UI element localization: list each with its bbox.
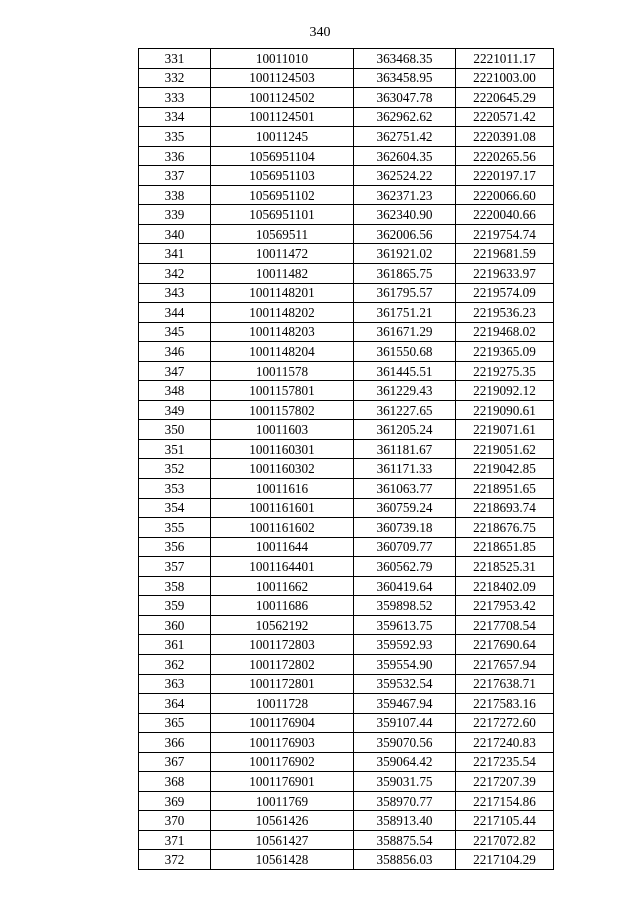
x-coordinate-cell: 359898.52 [354, 596, 456, 616]
point-id-cell: 1056951103 [211, 166, 354, 186]
x-coordinate-cell: 362371.23 [354, 185, 456, 205]
row-index-cell: 331 [139, 49, 211, 69]
x-coordinate-cell: 359064.42 [354, 752, 456, 772]
x-coordinate-cell: 358970.77 [354, 791, 456, 811]
x-coordinate-cell: 363458.95 [354, 68, 456, 88]
point-id-cell: 1001176903 [211, 733, 354, 753]
row-index-cell: 347 [139, 361, 211, 381]
y-coordinate-cell: 2217583.16 [456, 694, 554, 714]
y-coordinate-cell: 2218693.74 [456, 498, 554, 518]
y-coordinate-cell: 2219092.12 [456, 381, 554, 401]
point-id-cell: 1001172801 [211, 674, 354, 694]
x-coordinate-cell: 359070.56 [354, 733, 456, 753]
row-index-cell: 343 [139, 283, 211, 303]
table-row [139, 791, 554, 811]
point-id-cell: 1056951104 [211, 146, 354, 166]
y-coordinate-cell: 2220645.29 [456, 88, 554, 108]
x-coordinate-cell: 361550.68 [354, 342, 456, 362]
y-coordinate-cell: 2217953.42 [456, 596, 554, 616]
row-index-cell: 372 [139, 850, 211, 870]
x-coordinate-cell: 361751.21 [354, 303, 456, 323]
row-index-cell: 356 [139, 537, 211, 557]
row-index-cell: 350 [139, 420, 211, 440]
page-number: 340 [309, 25, 331, 40]
row-index-cell: 332 [139, 68, 211, 88]
point-id-cell: 10011616 [211, 479, 354, 499]
row-index-cell: 363 [139, 674, 211, 694]
point-id-cell: 1001161602 [211, 518, 354, 538]
point-id-cell: 10562192 [211, 615, 354, 635]
table-row [139, 557, 554, 577]
x-coordinate-cell: 360709.77 [354, 537, 456, 557]
y-coordinate-cell: 2217638.71 [456, 674, 554, 694]
table-row [139, 49, 554, 69]
x-coordinate-cell: 361171.33 [354, 459, 456, 479]
y-coordinate-cell: 2219042.85 [456, 459, 554, 479]
y-coordinate-cell: 2219681.59 [456, 244, 554, 264]
y-coordinate-cell: 2217104.29 [456, 850, 554, 870]
y-coordinate-cell: 2219275.35 [456, 361, 554, 381]
point-id-cell: 1001148203 [211, 322, 354, 342]
point-id-cell: 1001157801 [211, 381, 354, 401]
table-row [139, 439, 554, 459]
point-id-cell: 1001164401 [211, 557, 354, 577]
point-id-cell: 10011578 [211, 361, 354, 381]
x-coordinate-cell: 359107.44 [354, 713, 456, 733]
point-id-cell: 10561428 [211, 850, 354, 870]
table-row [139, 381, 554, 401]
y-coordinate-cell: 2217240.83 [456, 733, 554, 753]
x-coordinate-cell: 362604.35 [354, 146, 456, 166]
x-coordinate-cell: 360562.79 [354, 557, 456, 577]
point-id-cell: 10011686 [211, 596, 354, 616]
row-index-cell: 337 [139, 166, 211, 186]
y-coordinate-cell: 2219574.09 [456, 283, 554, 303]
x-coordinate-cell: 361205.24 [354, 420, 456, 440]
point-id-cell: 10011603 [211, 420, 354, 440]
row-index-cell: 351 [139, 439, 211, 459]
point-id-cell: 10011010 [211, 49, 354, 69]
x-coordinate-cell: 363468.35 [354, 49, 456, 69]
table-row [139, 811, 554, 831]
table-row [139, 615, 554, 635]
row-index-cell: 366 [139, 733, 211, 753]
table-row [139, 654, 554, 674]
row-index-cell: 369 [139, 791, 211, 811]
y-coordinate-cell: 2218951.65 [456, 479, 554, 499]
table-row [139, 830, 554, 850]
table-row [139, 576, 554, 596]
table-row [139, 752, 554, 772]
x-coordinate-cell: 362751.42 [354, 127, 456, 147]
x-coordinate-cell: 361063.77 [354, 479, 456, 499]
y-coordinate-cell: 2217235.54 [456, 752, 554, 772]
y-coordinate-cell: 2219468.02 [456, 322, 554, 342]
point-id-cell: 1001157802 [211, 400, 354, 420]
point-id-cell: 1001124503 [211, 68, 354, 88]
table-row [139, 713, 554, 733]
table-row [139, 166, 554, 186]
table-row [139, 88, 554, 108]
table-row [139, 342, 554, 362]
point-id-cell: 1001160301 [211, 439, 354, 459]
point-id-cell: 1001160302 [211, 459, 354, 479]
x-coordinate-cell: 361227.65 [354, 400, 456, 420]
x-coordinate-cell: 359467.94 [354, 694, 456, 714]
x-coordinate-cell: 362340.90 [354, 205, 456, 225]
table-row [139, 185, 554, 205]
x-coordinate-cell: 359031.75 [354, 772, 456, 792]
point-id-cell: 10569511 [211, 224, 354, 244]
x-coordinate-cell: 360419.64 [354, 576, 456, 596]
point-id-cell: 1001172803 [211, 635, 354, 655]
point-id-cell: 1001148202 [211, 303, 354, 323]
point-id-cell: 1056951102 [211, 185, 354, 205]
row-index-cell: 334 [139, 107, 211, 127]
y-coordinate-cell: 2220391.08 [456, 127, 554, 147]
y-coordinate-cell: 2217105.44 [456, 811, 554, 831]
point-id-cell: 10011472 [211, 244, 354, 264]
point-id-cell: 10561427 [211, 830, 354, 850]
table-row [139, 127, 554, 147]
x-coordinate-cell: 361229.43 [354, 381, 456, 401]
x-coordinate-cell: 361795.57 [354, 283, 456, 303]
y-coordinate-cell: 2218402.09 [456, 576, 554, 596]
coordinates-table [138, 48, 554, 870]
point-id-cell: 1001148201 [211, 283, 354, 303]
point-id-cell: 1001148204 [211, 342, 354, 362]
x-coordinate-cell: 361865.75 [354, 264, 456, 284]
y-coordinate-cell: 2217207.39 [456, 772, 554, 792]
row-index-cell: 359 [139, 596, 211, 616]
x-coordinate-cell: 363047.78 [354, 88, 456, 108]
table-row [139, 303, 554, 323]
point-id-cell: 10011482 [211, 264, 354, 284]
table-row [139, 205, 554, 225]
row-index-cell: 336 [139, 146, 211, 166]
table-row [139, 596, 554, 616]
table-row [139, 537, 554, 557]
row-index-cell: 341 [139, 244, 211, 264]
table-row [139, 479, 554, 499]
y-coordinate-cell: 2220571.42 [456, 107, 554, 127]
row-index-cell: 362 [139, 654, 211, 674]
table-row [139, 283, 554, 303]
row-index-cell: 333 [139, 88, 211, 108]
row-index-cell: 364 [139, 694, 211, 714]
x-coordinate-cell: 358856.03 [354, 850, 456, 870]
row-index-cell: 355 [139, 518, 211, 538]
y-coordinate-cell: 2220066.60 [456, 185, 554, 205]
table-row [139, 733, 554, 753]
point-id-cell: 10011728 [211, 694, 354, 714]
row-index-cell: 368 [139, 772, 211, 792]
y-coordinate-cell: 2220040.66 [456, 205, 554, 225]
table-row [139, 107, 554, 127]
table-row [139, 459, 554, 479]
row-index-cell: 361 [139, 635, 211, 655]
point-id-cell: 1001176901 [211, 772, 354, 792]
y-coordinate-cell: 2221011.17 [456, 49, 554, 69]
row-index-cell: 360 [139, 615, 211, 635]
point-id-cell: 10561426 [211, 811, 354, 831]
y-coordinate-cell: 2221003.00 [456, 68, 554, 88]
point-id-cell: 1001176902 [211, 752, 354, 772]
y-coordinate-cell: 2219090.61 [456, 400, 554, 420]
x-coordinate-cell: 359532.54 [354, 674, 456, 694]
x-coordinate-cell: 359592.93 [354, 635, 456, 655]
y-coordinate-cell: 2217072.82 [456, 830, 554, 850]
table-row [139, 146, 554, 166]
x-coordinate-cell: 361181.67 [354, 439, 456, 459]
row-index-cell: 339 [139, 205, 211, 225]
table-row [139, 850, 554, 870]
point-id-cell: 1001124501 [211, 107, 354, 127]
point-id-cell: 1001161601 [211, 498, 354, 518]
table-row [139, 772, 554, 792]
x-coordinate-cell: 359613.75 [354, 615, 456, 635]
x-coordinate-cell: 358913.40 [354, 811, 456, 831]
table-row [139, 224, 554, 244]
x-coordinate-cell: 361445.51 [354, 361, 456, 381]
y-coordinate-cell: 2218651.85 [456, 537, 554, 557]
point-id-cell: 10011662 [211, 576, 354, 596]
row-index-cell: 354 [139, 498, 211, 518]
point-id-cell: 1056951101 [211, 205, 354, 225]
y-coordinate-cell: 2219051.62 [456, 439, 554, 459]
y-coordinate-cell: 2219754.74 [456, 224, 554, 244]
row-index-cell: 340 [139, 224, 211, 244]
table-row [139, 635, 554, 655]
row-index-cell: 349 [139, 400, 211, 420]
x-coordinate-cell: 359554.90 [354, 654, 456, 674]
y-coordinate-cell: 2218525.31 [456, 557, 554, 577]
table-row [139, 264, 554, 284]
row-index-cell: 348 [139, 381, 211, 401]
y-coordinate-cell: 2217690.64 [456, 635, 554, 655]
row-index-cell: 342 [139, 264, 211, 284]
row-index-cell: 371 [139, 830, 211, 850]
x-coordinate-cell: 360739.18 [354, 518, 456, 538]
row-index-cell: 365 [139, 713, 211, 733]
point-id-cell: 1001176904 [211, 713, 354, 733]
point-id-cell: 10011769 [211, 791, 354, 811]
y-coordinate-cell: 2219633.97 [456, 264, 554, 284]
x-coordinate-cell: 362006.56 [354, 224, 456, 244]
x-coordinate-cell: 362962.62 [354, 107, 456, 127]
point-id-cell: 10011245 [211, 127, 354, 147]
point-id-cell: 1001124502 [211, 88, 354, 108]
y-coordinate-cell: 2217657.94 [456, 654, 554, 674]
y-coordinate-cell: 2219536.23 [456, 303, 554, 323]
row-index-cell: 367 [139, 752, 211, 772]
table-row [139, 674, 554, 694]
x-coordinate-cell: 361671.29 [354, 322, 456, 342]
x-coordinate-cell: 358875.54 [354, 830, 456, 850]
y-coordinate-cell: 2220197.17 [456, 166, 554, 186]
y-coordinate-cell: 2219365.09 [456, 342, 554, 362]
y-coordinate-cell: 2217154.86 [456, 791, 554, 811]
row-index-cell: 335 [139, 127, 211, 147]
table-row [139, 361, 554, 381]
row-index-cell: 345 [139, 322, 211, 342]
row-index-cell: 357 [139, 557, 211, 577]
table-row [139, 322, 554, 342]
table-row [139, 68, 554, 88]
coordinates-table-body [139, 49, 554, 870]
y-coordinate-cell: 2218676.75 [456, 518, 554, 538]
row-index-cell: 353 [139, 479, 211, 499]
table-row [139, 400, 554, 420]
row-index-cell: 346 [139, 342, 211, 362]
row-index-cell: 344 [139, 303, 211, 323]
x-coordinate-cell: 361921.02 [354, 244, 456, 264]
table-row [139, 420, 554, 440]
row-index-cell: 358 [139, 576, 211, 596]
point-id-cell: 10011644 [211, 537, 354, 557]
x-coordinate-cell: 360759.24 [354, 498, 456, 518]
y-coordinate-cell: 2217272.60 [456, 713, 554, 733]
row-index-cell: 352 [139, 459, 211, 479]
table-row [139, 694, 554, 714]
table-row [139, 498, 554, 518]
table-row [139, 244, 554, 264]
y-coordinate-cell: 2219071.61 [456, 420, 554, 440]
y-coordinate-cell: 2217708.54 [456, 615, 554, 635]
x-coordinate-cell: 362524.22 [354, 166, 456, 186]
y-coordinate-cell: 2220265.56 [456, 146, 554, 166]
table-row [139, 518, 554, 538]
point-id-cell: 1001172802 [211, 654, 354, 674]
row-index-cell: 338 [139, 185, 211, 205]
row-index-cell: 370 [139, 811, 211, 831]
